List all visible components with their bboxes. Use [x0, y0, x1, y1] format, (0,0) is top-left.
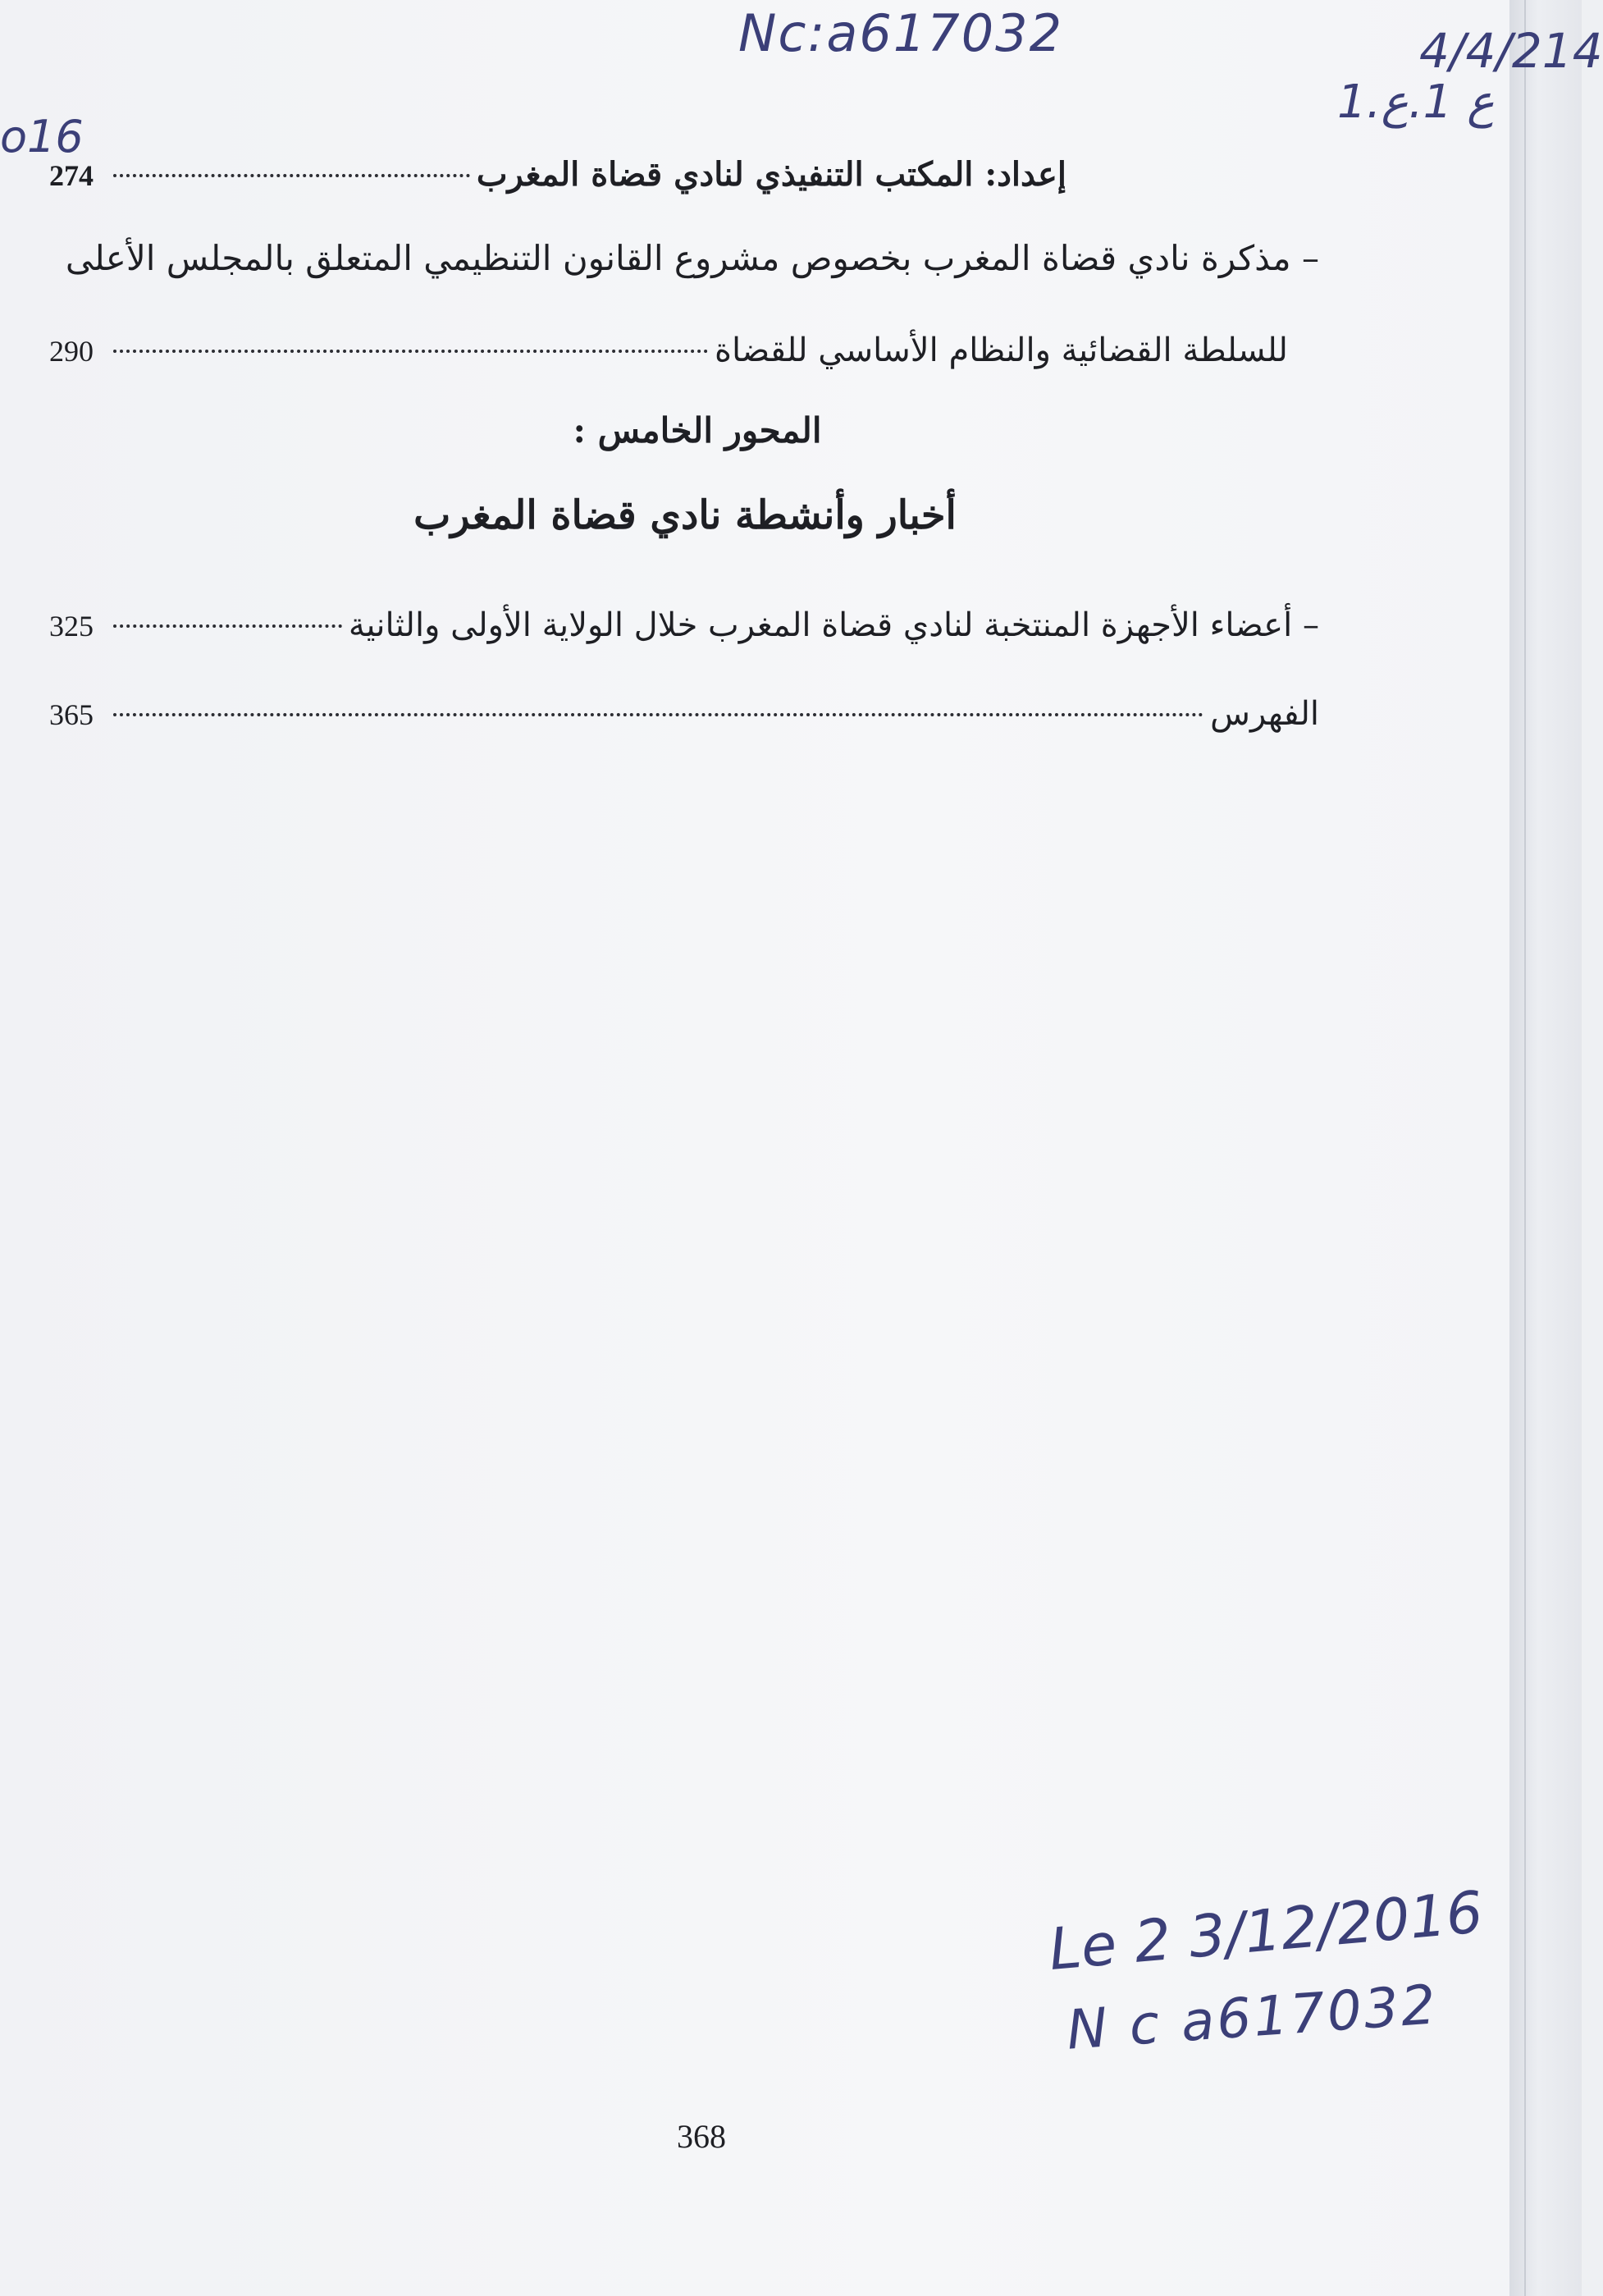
toc-entry-continuation: [49, 322, 1288, 370]
leader-dots: [113, 588, 342, 628]
toc-entry-text: – مذكرة نادي قضاة المغرب بخصوص مشروع القانون التنظيمي المتعلق بالمجلس الأعلى: [65, 238, 1319, 278]
toc-entry: [66, 238, 1319, 279]
toc-entry-text: للسلطة القضائية والنظام الأساسي للقضاة: [715, 332, 1288, 369]
toc-entry-text: إعداد: المكتب التنفيذي لنادي قضاة المغرب: [476, 155, 1066, 194]
toc-entry: [49, 685, 1319, 734]
binding-line: [1524, 0, 1526, 2296]
page-number: 368: [677, 2118, 726, 2155]
leader-dots: [113, 138, 470, 177]
handwritten-date-bottom: Le 2 3/12/2016: [1046, 1878, 1486, 1983]
toc-page-number: 325: [49, 610, 94, 643]
handwritten-date-top: 4/4/214: [1419, 23, 1603, 79]
handwritten-margin-note: o16: [0, 111, 84, 162]
handwritten-catalog-code: Nc:a617032: [738, 3, 1064, 63]
toc-page-number: 274: [49, 159, 94, 192]
toc-entry-text: – أعضاء الأجهزة المنتخبة لنادي قضاة المغرب خلال الولاية الأولى والثانية: [348, 606, 1319, 644]
toc-entry-text: الفهرس: [1210, 695, 1319, 733]
handwritten-catalog-code-bottom: N c a617032: [1064, 1973, 1441, 2062]
handwritten-class-number: 1.ع 1.ع: [1337, 75, 1495, 129]
page-edge: [1509, 0, 1582, 2296]
toc-page-number: 365: [49, 698, 94, 731]
toc-entry: [49, 597, 1319, 645]
section-label: المحور الخامس :: [573, 410, 822, 451]
toc-entry: [49, 146, 1066, 194]
toc-page-number: 290: [49, 335, 94, 368]
section-title: أخبار وأنشطة نادي قضاة المغرب: [413, 492, 957, 538]
leader-dots: [113, 677, 1203, 716]
leader-dots: [113, 313, 708, 353]
